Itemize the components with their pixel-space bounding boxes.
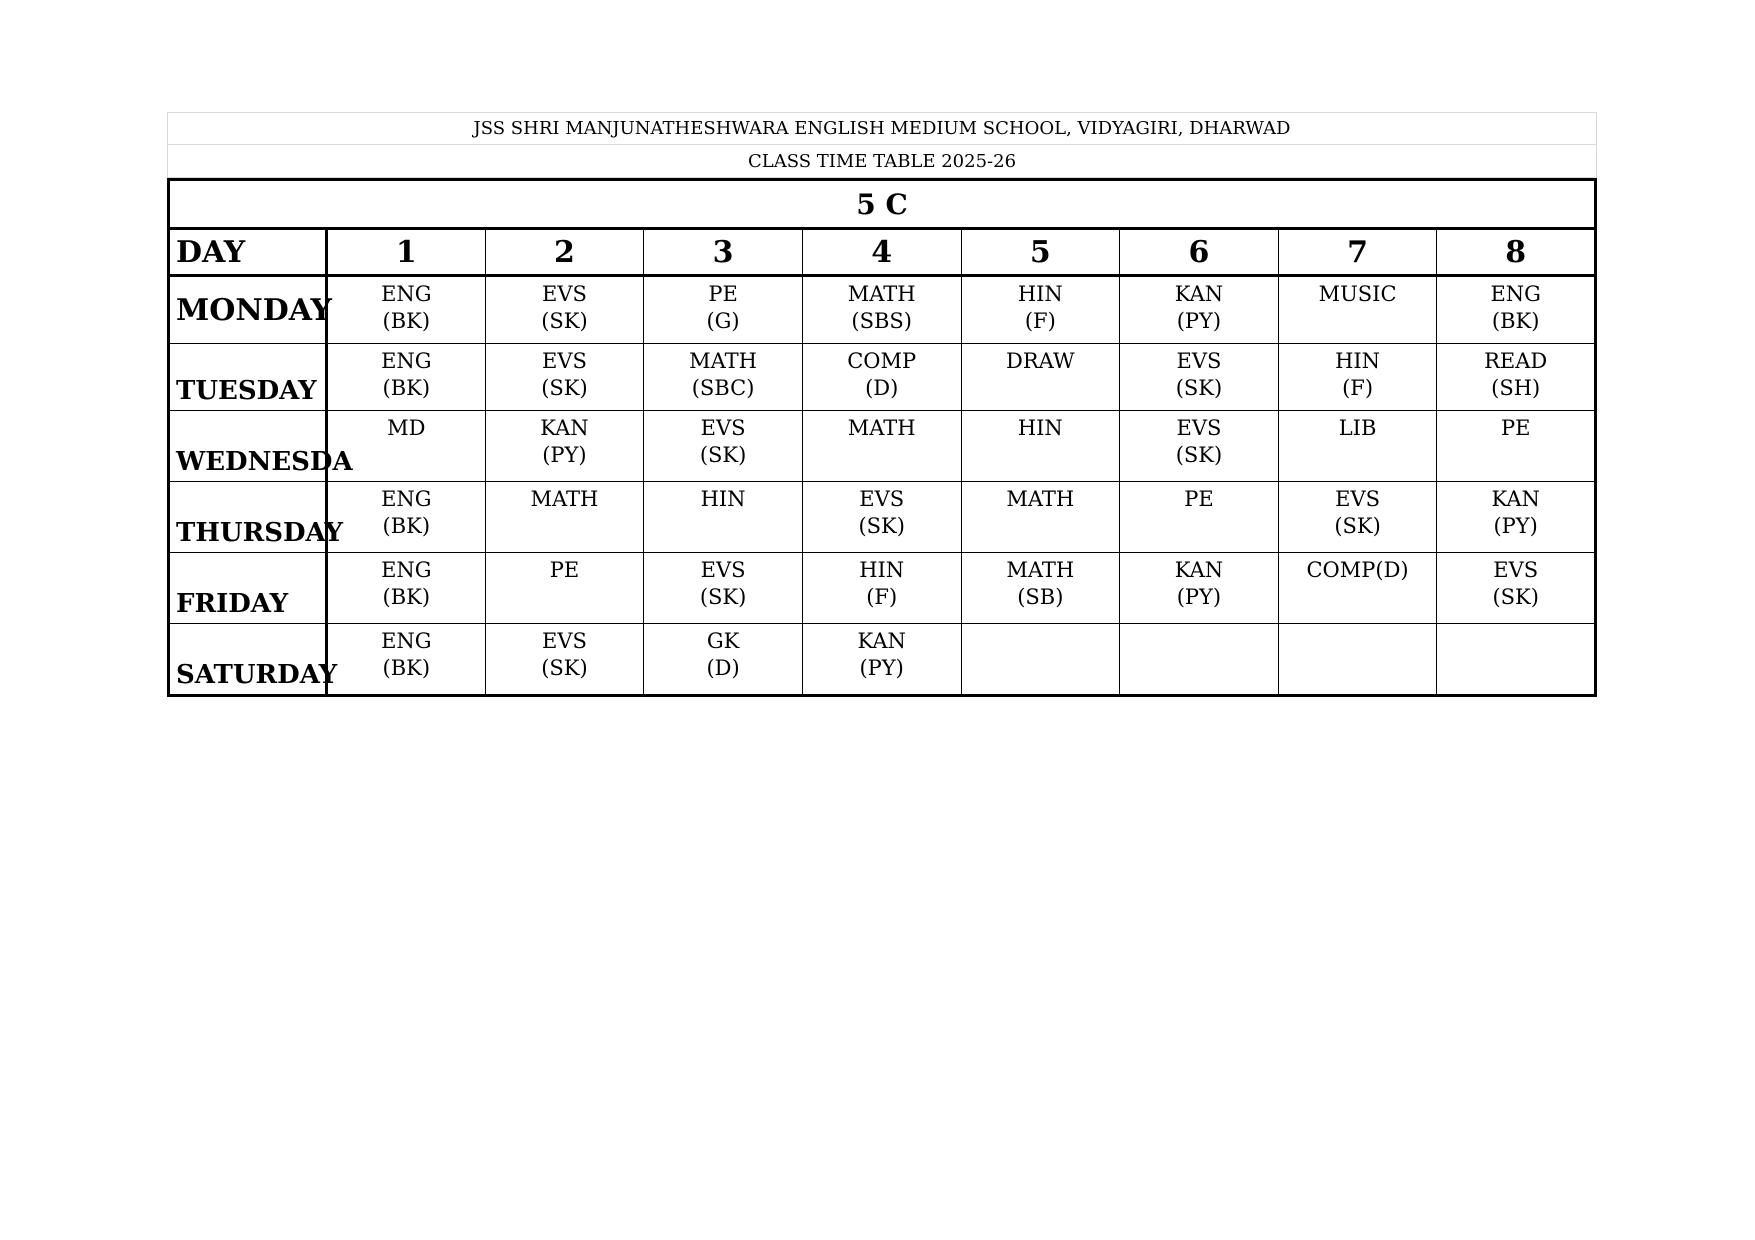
subject: MUSIC [1318, 282, 1397, 306]
period-cell [961, 411, 1120, 482]
period-cell [644, 344, 803, 411]
period-cell [961, 276, 1120, 344]
period-header: 8 [1437, 229, 1596, 276]
subject: KAN [1174, 558, 1224, 582]
teacher: (SK) [1175, 376, 1223, 400]
teacher: (SK) [1492, 585, 1539, 609]
subject: HIN [1017, 416, 1063, 440]
subject: MATH [1006, 487, 1075, 511]
subject: MATH [847, 416, 916, 440]
period-cell [1437, 276, 1596, 344]
period-cell [644, 411, 803, 482]
subject: PE [1500, 416, 1531, 440]
teacher: (SH) [1491, 376, 1541, 400]
day-label: SATURDAY [169, 624, 327, 696]
subject: MATH [847, 282, 916, 306]
period-cell [1437, 482, 1596, 553]
subject: KAN [1491, 487, 1540, 511]
teacher: (SK) [541, 656, 588, 680]
timetable-sheet [167, 112, 1597, 697]
period-cell [485, 276, 644, 344]
teacher: (SK) [541, 376, 588, 400]
teacher: (SK) [699, 585, 747, 609]
period-cell [1120, 344, 1279, 411]
period-cell [802, 411, 961, 482]
subject: HIN [859, 558, 905, 582]
period-cell [1120, 553, 1279, 624]
teacher: (SBS) [851, 309, 912, 333]
period-cell [1278, 553, 1437, 624]
period-cell [644, 553, 803, 624]
period-header: 2 [485, 229, 644, 276]
subject: HIN [1335, 349, 1381, 373]
teacher: (D) [706, 656, 740, 680]
subject: DRAW [1006, 349, 1075, 373]
teacher: (G) [706, 309, 740, 333]
teacher: (BK) [382, 309, 431, 333]
table-row [169, 553, 1596, 624]
period-cell [485, 482, 644, 553]
period-cell [1278, 344, 1437, 411]
subject: HIN [1017, 282, 1063, 306]
subject: MD [387, 416, 426, 440]
table-row [169, 482, 1596, 553]
subject: EVS [859, 487, 905, 511]
teacher: (SK) [858, 514, 905, 538]
period-cell [802, 553, 961, 624]
subject: LIB [1338, 416, 1377, 440]
table-row [169, 276, 1596, 344]
period-cell [1437, 411, 1596, 482]
teacher: (F) [866, 585, 898, 609]
period-header-row [169, 229, 1596, 276]
subject: COMP [847, 349, 917, 373]
period-cell [485, 344, 644, 411]
teacher: (BK) [382, 585, 431, 609]
period-cell [961, 482, 1120, 553]
period-header: 4 [802, 229, 961, 276]
subject: MATH [689, 349, 757, 373]
period-cell [1278, 624, 1437, 696]
teacher: (SK) [1334, 514, 1381, 538]
subject: EVS [1176, 349, 1222, 373]
period-cell [327, 276, 486, 344]
subject: PE [708, 282, 738, 306]
teacher: (PY) [1176, 585, 1222, 609]
period-cell [802, 624, 961, 696]
teacher: (BK) [382, 514, 431, 538]
day-label: WEDNESDA [169, 411, 327, 482]
teacher: (PY) [542, 443, 587, 467]
school-name: JSS SHRI MANJUNATHESHWARA ENGLISH MEDIUM SCHOOL, VIDYAGIRI, DHARWAD [167, 112, 1597, 145]
teacher: (PY) [1493, 514, 1538, 538]
subject: ENG [1490, 282, 1541, 306]
day-label: TUESDAY [169, 344, 327, 411]
teacher: (SK) [1175, 443, 1223, 467]
period-cell [961, 553, 1120, 624]
period-cell [1120, 482, 1279, 553]
teacher: (BK) [1491, 309, 1540, 333]
period-header: 1 [327, 229, 486, 276]
period-cell [485, 624, 644, 696]
table-row [169, 411, 1596, 482]
period-header: 3 [644, 229, 803, 276]
period-cell [802, 344, 961, 411]
period-cell [327, 553, 486, 624]
period-cell [1437, 344, 1596, 411]
teacher: (BK) [382, 656, 431, 680]
period-cell [1437, 624, 1596, 696]
class-name: 5 C [169, 180, 1596, 229]
period-cell [961, 344, 1120, 411]
subject: EVS [1176, 416, 1222, 440]
subject: ENG [381, 558, 432, 582]
teacher: (F) [1024, 309, 1056, 333]
subject: HIN [700, 487, 746, 511]
period-cell [327, 344, 486, 411]
period-header: 7 [1278, 229, 1437, 276]
subject: EVS [1335, 487, 1380, 511]
subject: EVS [700, 416, 746, 440]
subject: EVS [541, 349, 587, 373]
period-cell [644, 624, 803, 696]
teacher: (PY) [1176, 309, 1222, 333]
period-cell [1278, 482, 1437, 553]
subject: PE [549, 558, 580, 582]
subject: EVS [700, 558, 746, 582]
day-header: DAY [169, 229, 327, 276]
period-cell [802, 482, 961, 553]
subject: EVS [1493, 558, 1539, 582]
period-cell [1120, 411, 1279, 482]
teacher: (BK) [382, 376, 431, 400]
timetable-title: CLASS TIME TABLE 2025-26 [167, 145, 1597, 178]
period-cell [644, 276, 803, 344]
teacher: (SB) [1017, 585, 1064, 609]
subject: ENG [381, 629, 432, 653]
table-row [169, 624, 1596, 696]
day-label: THURSDAY [169, 482, 327, 553]
teacher: (SK) [699, 443, 747, 467]
subject: PE [1184, 487, 1214, 511]
period-cell [644, 482, 803, 553]
teacher: (PY) [859, 656, 904, 680]
period-cell [485, 553, 644, 624]
teacher: (SK) [541, 309, 588, 333]
subject: KAN [540, 416, 589, 440]
subject: ENG [381, 282, 432, 306]
subject: ENG [381, 349, 432, 373]
period-cell [485, 411, 644, 482]
period-cell [961, 624, 1120, 696]
subject: EVS [541, 282, 587, 306]
table-row [169, 344, 1596, 411]
subject: KAN [1174, 282, 1224, 306]
subject: MATH [530, 487, 599, 511]
period-cell [1120, 624, 1279, 696]
period-cell [1278, 411, 1437, 482]
teacher: (D) [865, 376, 899, 400]
subject: GK [706, 629, 740, 653]
subject: MATH [1006, 558, 1075, 582]
period-cell [1120, 276, 1279, 344]
subject: READ [1484, 349, 1548, 373]
period-header: 5 [961, 229, 1120, 276]
day-label: FRIDAY [169, 553, 327, 624]
period-cell [1278, 276, 1437, 344]
period-cell [802, 276, 961, 344]
subject: EVS [541, 629, 587, 653]
subject: KAN [857, 629, 906, 653]
period-cell [1437, 553, 1596, 624]
teacher: (F) [1342, 376, 1374, 400]
day-label: MONDAY [169, 276, 327, 344]
period-cell [327, 482, 486, 553]
period-cell [327, 624, 486, 696]
teacher: (SBC) [691, 376, 755, 400]
subject: COMP(D) [1306, 558, 1409, 582]
subject: ENG [381, 487, 432, 511]
timetable [167, 178, 1597, 697]
period-header: 6 [1120, 229, 1279, 276]
